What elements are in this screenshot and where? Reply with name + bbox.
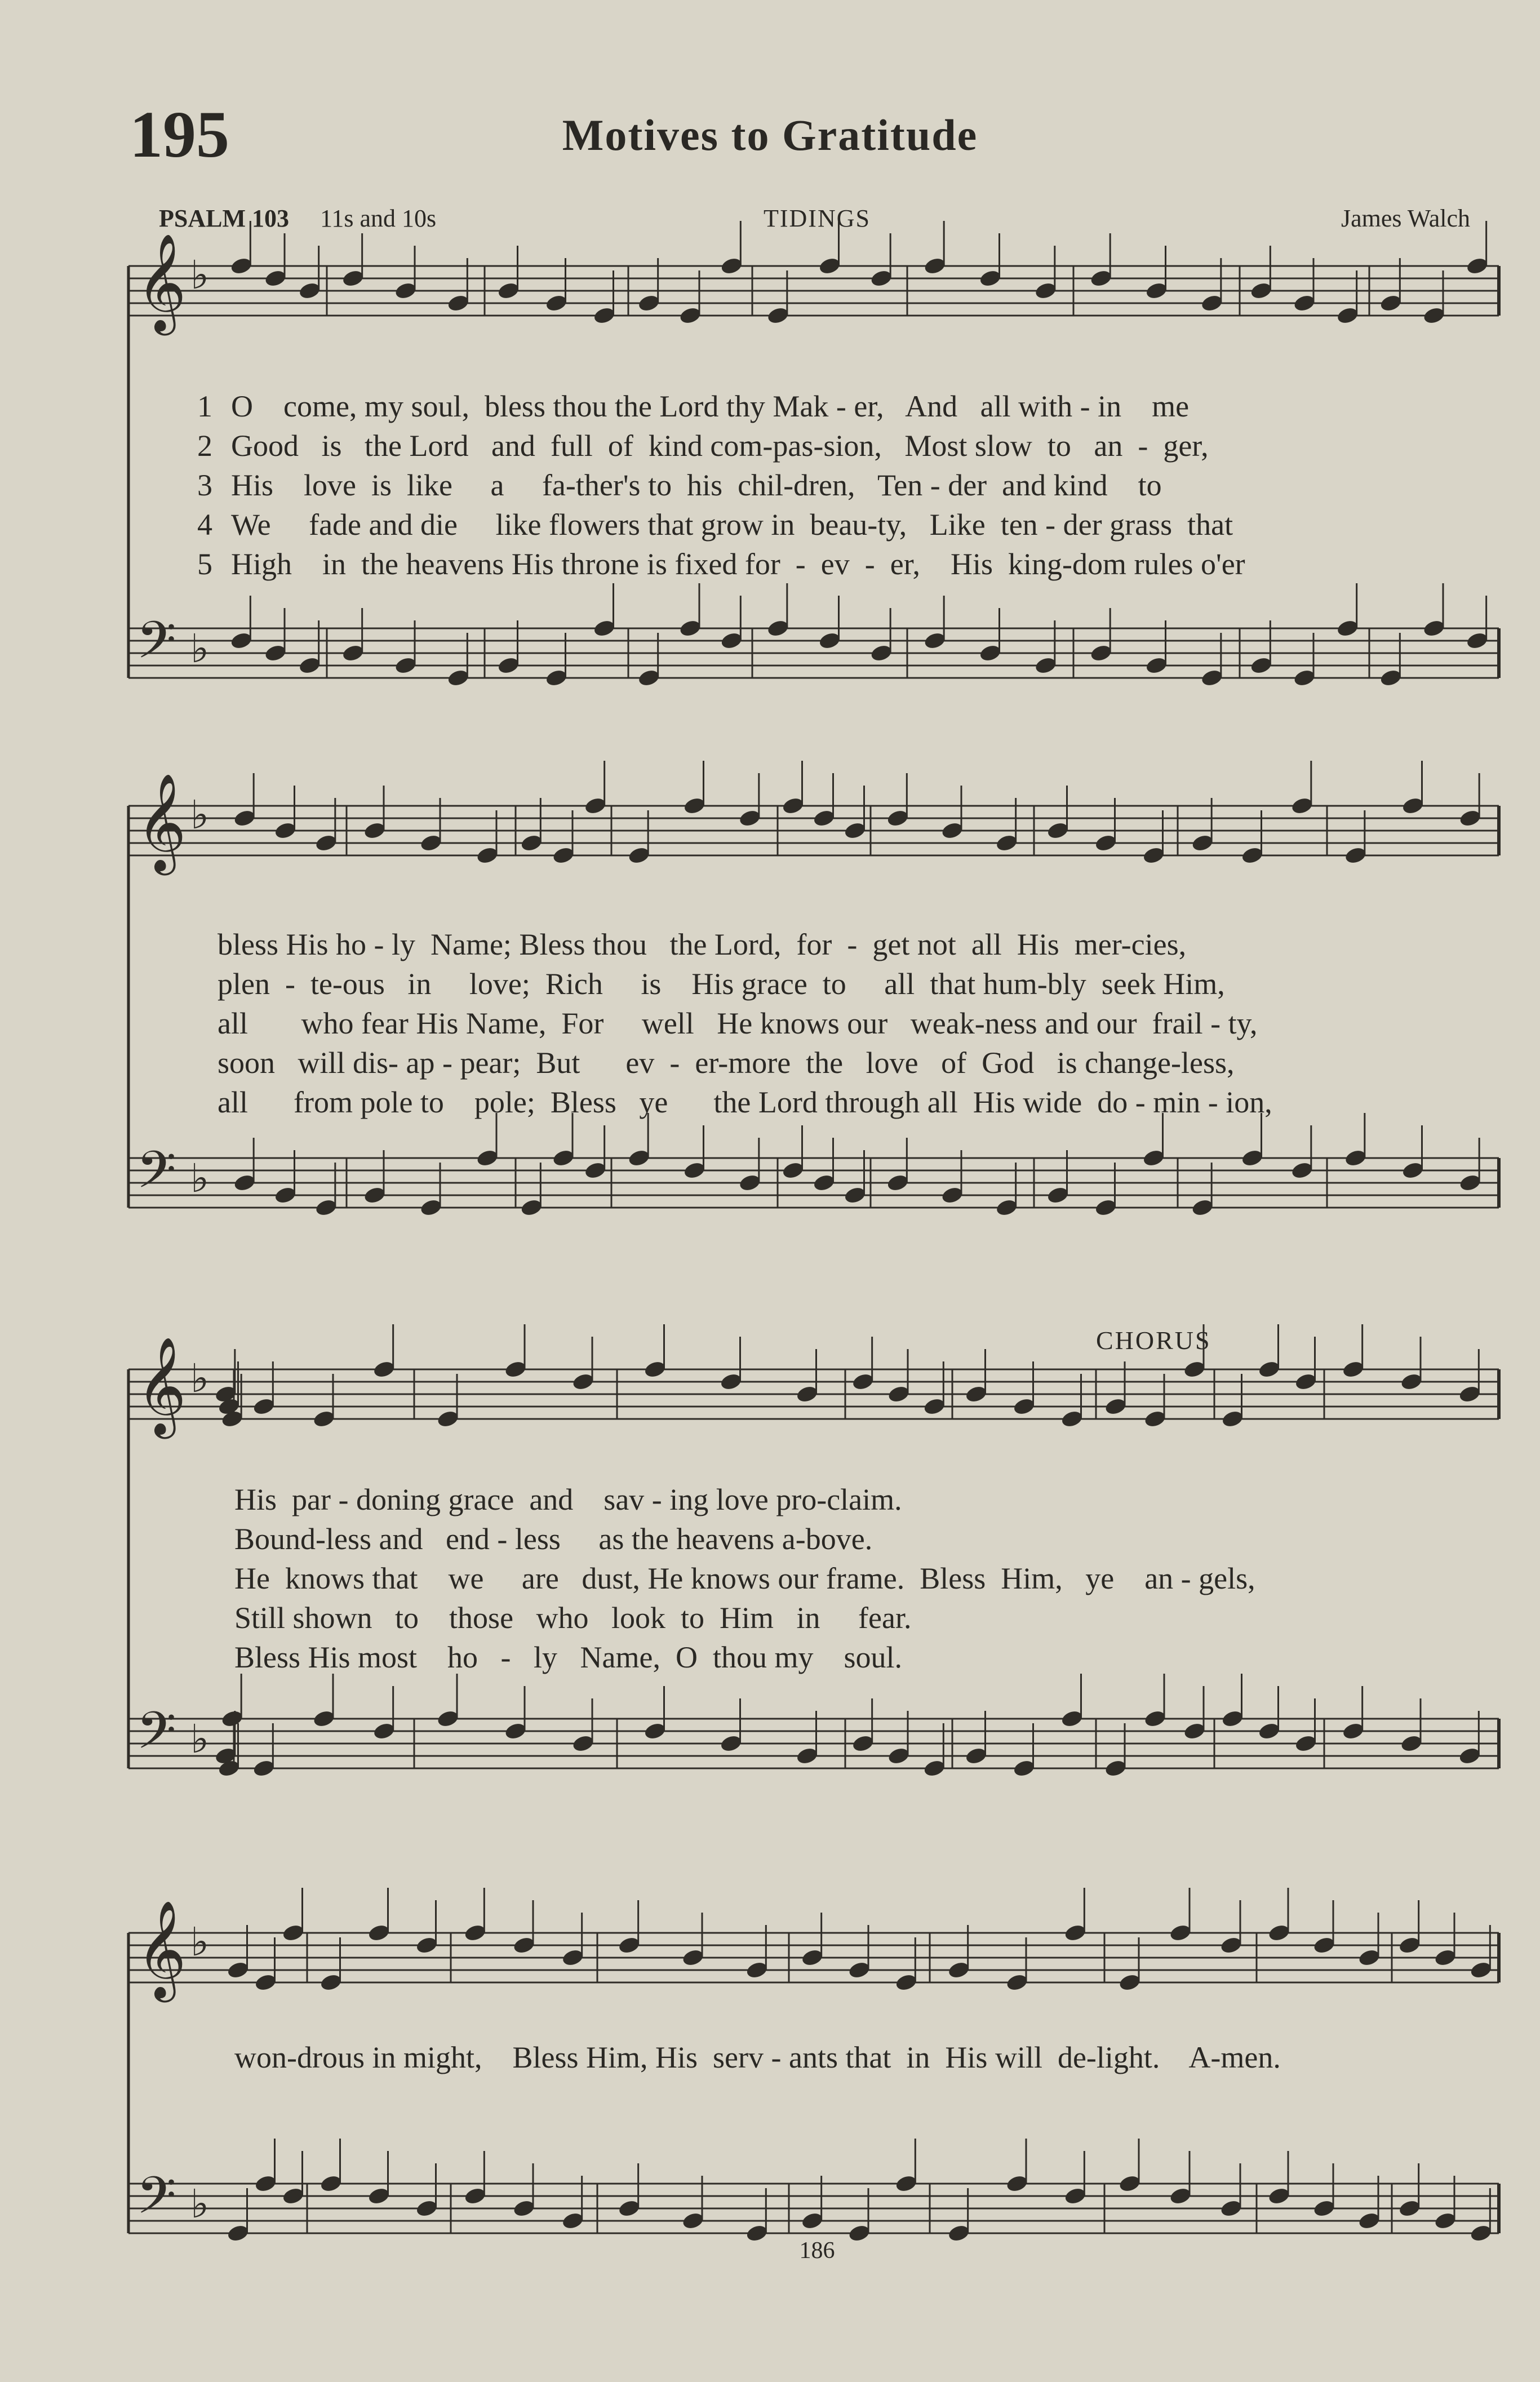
flat-icon: ♭	[190, 792, 210, 838]
flat-icon: ♭	[190, 2181, 210, 2227]
tune-name: TIDINGS	[764, 205, 871, 232]
verse-line-1-end: His par - doning grace and sav - ing love pro-claim.	[234, 1483, 902, 1516]
flat-icon: ♭	[190, 1155, 210, 1201]
flat-icon: ♭	[190, 252, 210, 298]
verse-line-5: 5 High in the heavens His throne is fixed for - ev - er, His king-dom rules o'er	[197, 547, 1245, 581]
verse-line-4: 4 We fade and die like flowers that grow in beau-ty, Like ten - der grass that	[197, 508, 1233, 542]
composer-name: James Walch	[1341, 205, 1470, 232]
verse-line-3: 3 His love is like a fa-ther's to his chil-dren, Ten - der and kind to	[197, 468, 1162, 502]
verse-line-5-end: Bless His most ho - ly Name, O thou my soul.	[234, 1640, 902, 1674]
page-number: 186	[799, 2238, 835, 2264]
treble-clef-icon: 𝄞	[136, 1337, 187, 1435]
verse-line-2-end: Bound-less and end - less as the heavens a-bove.	[234, 1522, 873, 1556]
bass-clef-icon: 𝄢	[136, 2166, 176, 2238]
bass-clef-icon: 𝄢	[136, 1140, 176, 1212]
chorus-label: CHORUS	[1096, 1326, 1211, 1355]
treble-clef-icon: 𝄞	[136, 1900, 187, 1998]
flat-icon: ♭	[190, 1716, 210, 1762]
psalm-label: PSALM 103	[159, 205, 289, 232]
treble-clef-icon: 𝄞	[136, 773, 187, 871]
hymn-number: 195	[130, 97, 229, 171]
flat-icon: ♭	[190, 1919, 210, 1965]
bass-clef-icon: 𝄢	[136, 1701, 176, 1773]
verse-line-5-cont: all from pole to pole; Bless ye the Lord through all His wide do - min - ion,	[218, 1085, 1272, 1119]
verse-line-1: 1 O come, my soul, bless thou the Lord thy Mak - er, And all with - in me	[197, 389, 1190, 423]
treble-clef-icon: 𝄞	[136, 233, 187, 331]
verse-line-2: 2 Good is the Lord and full of kind com-pas-sion, Most slow to an - ger,	[197, 429, 1209, 463]
flat-icon: ♭	[190, 626, 210, 672]
meter-label: 11s and 10s	[320, 205, 437, 232]
verse-line-2-cont: plen - te-ous in love; Rich is His grace to all that hum-bly seek Him,	[218, 967, 1225, 1001]
verse-line-4-end: Still shown to those who look to Him in fear.	[234, 1601, 912, 1635]
flat-icon: ♭	[190, 1355, 210, 1401]
verse-line-4-cont: soon will dis- ap - pear; But ev - er-more the love of God is change-less,	[218, 1046, 1235, 1080]
chorus-line-end: won-drous in might, Bless Him, His serv - ants that in His will de-light. A-men.	[234, 2041, 1281, 2074]
hymn-title: Motives to Gratitude	[562, 110, 978, 159]
verse-line-1-cont: bless His ho - ly Name; Bless thou the Lord, for - get not all His mer-cies,	[218, 928, 1187, 961]
verse-line-3-end: He knows that we are dust, He knows our frame. Bless Him, ye an - gels,	[234, 1562, 1255, 1595]
bass-clef-icon: 𝄢	[136, 610, 176, 682]
verse-line-3-cont: all who fear His Name, For well He knows our weak-ness and our frail - ty,	[218, 1006, 1258, 1040]
